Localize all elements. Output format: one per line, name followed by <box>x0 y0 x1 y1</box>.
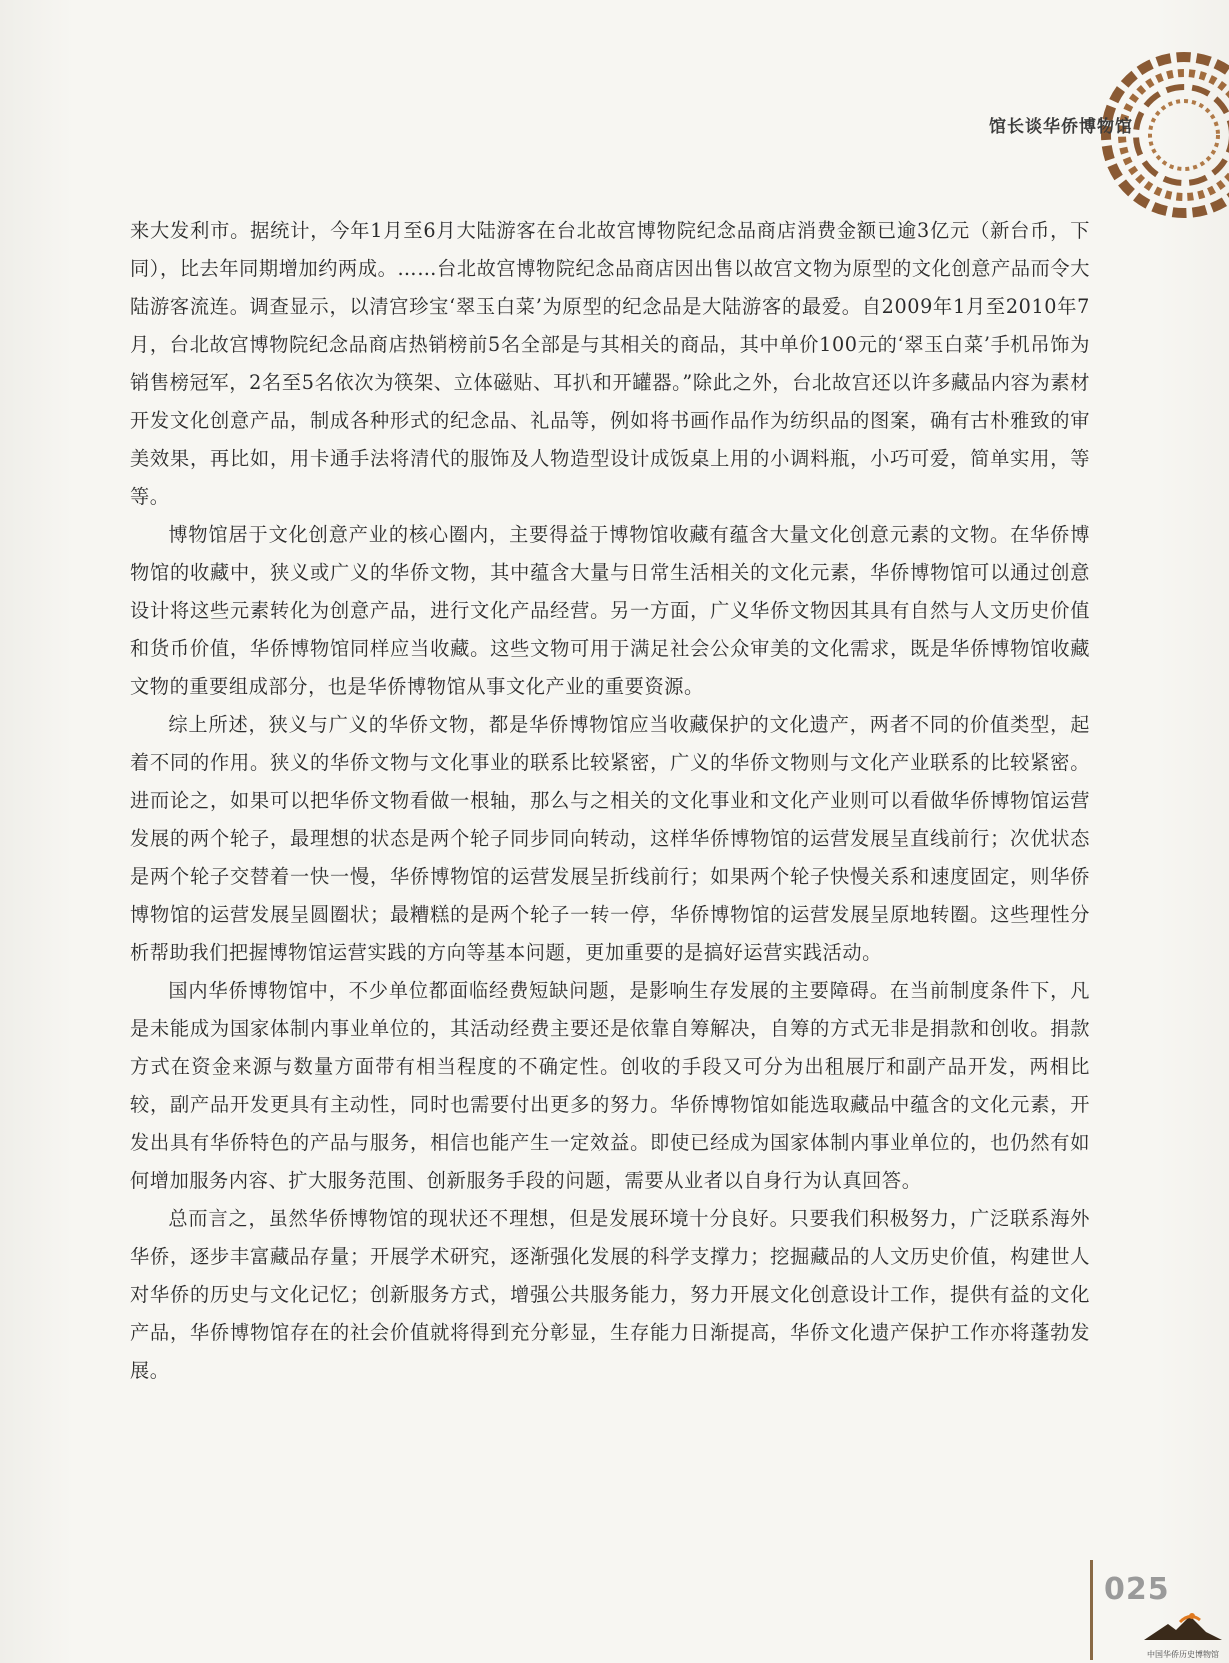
paragraph: 博物馆居于文化创意产业的核心圈内，主要得益于博物馆收藏有蕴含大量文化创意元素的文物。在华侨博物馆的收藏中，狭义或广义的华侨文物，其中蕴含大量与日常生活相关的文化元素，华侨博物馆可以通过创意设计将这些元素转化为创意产品，进行文化产品经营。另一方面，广义华侨文物因其具有自然与人文历史价值和货币价值，华侨博物馆同样应当收藏。这些文物可用于满足社会公众审美的文化需求，既是华侨博物馆收藏文物的重要组成部分，也是华侨博物馆从事文化产业的重要资源。 <box>130 523 1090 698</box>
article-body <box>130 212 1090 1390</box>
page-header-title: 馆长谈华侨博物馆 <box>989 117 1133 137</box>
logo-mountain-icon <box>1140 1610 1226 1644</box>
logo-text: 中国华侨历史博物馆 <box>1147 1650 1219 1659</box>
footer-divider <box>1090 1560 1093 1660</box>
page-number: 025 <box>1104 1572 1170 1607</box>
paragraph: 国内华侨博物馆中，不少单位都面临经费短缺问题，是影响生存发展的主要障碍。在当前制度条件下，凡是未能成为国家体制内事业单位的，其活动经费主要还是依靠自筹解决，自筹的方式无非是捐款和创收。捐款方式在资金来源与数量方面带有相当程度的不确定性。创收的手段又可分为出租展厅和副产品开发，两相比较，副产品开发更具有主动性，同时也需要付出更多的努力。华侨博物馆如能选取藏品中蕴含的文化元素，开发出具有华侨特色的产品与服务，相信也能产生一定效益。即使已经成为国家体制内事业单位的，也仍然有如何增加服务内容、扩大服务范围、创新服务手段的问题，需要从业者以自身行为认真回答。 <box>130 979 1090 1192</box>
museum-logo-icon <box>1140 1610 1226 1660</box>
paragraph: 总而言之，虽然华侨博物馆的现状还不理想，但是发展环境十分良好。只要我们积极努力，广泛联系海外华侨，逐步丰富藏品存量；开展学术研究，逐渐强化发展的科学支撑力；挖掘藏品的人文历史价值，构建世人对华侨的历史与文化记忆；创新服务方式，增强公共服务能力，努力开展文化创意设计工作，提供有益的文化产品，华侨博物馆存在的社会价值就将得到充分彰显，生存能力日渐提高，华侨文化遗产保护工作亦将蓬勃发展。 <box>130 1207 1090 1382</box>
paragraph: 来大发利市。据统计，今年1月至6月大陆游客在台北故宫博物院纪念品商店消费金额已逾3亿元（新台币，下同），比去年同期增加约两成。……台北故宫博物院纪念品商店因出售以故宫文物为原型的文化创意产品而令大陆游客流连。调查显示，以清宫珍宝‘翠玉白菜’为原型的纪念品是大陆游客的最爱。自2009年1月至2010年7月，台北故宫博物院纪念品商店热销榜前5名全部是与其相关的商品，其中单价100元的‘翠玉白菜’手机吊饰为销售榜冠军，2名至5名依次为筷架、立体磁贴、耳扒和开罐器。”除此之外，台北故宫还以许多藏品内容为素材开发文化创意产品，制成各种形式的纪念品、礼品等，例如将书画作品作为纺织品的图案，确有古朴雅致的审美效果，再比如，用卡通手法将清代的服饰及人物造型设计成饭桌上用的小调料瓶，小巧可爱，简单实用，等等。 <box>130 219 1090 508</box>
paragraph: 综上所述，狭义与广义的华侨文物，都是华侨博物馆应当收藏保护的文化遗产，两者不同的价值类型，起着不同的作用。狭义的华侨文物与文化事业的联系比较紧密，广义的华侨文物则与文化产业联系的比较紧密。进而论之，如果可以把华侨文物看做一根轴，那么与之相关的文化事业和文化产业则可以看做华侨博物馆运营发展的两个轮子，最理想的状态是两个轮子同步同向转动，这样华侨博物馆的运营发展呈直线前行；次优状态是两个轮子交替着一快一慢，华侨博物馆的运营发展呈折线前行；如果两个轮子快慢关系和速度固定，则华侨博物馆的运营发展呈圆圈状；最糟糕的是两个轮子一转一停，华侨博物馆的运营发展呈原地转圈。这些理性分析帮助我们把握博物馆运营实践的方向等基本问题，更加重要的是搞好运营实践活动。 <box>130 713 1090 964</box>
